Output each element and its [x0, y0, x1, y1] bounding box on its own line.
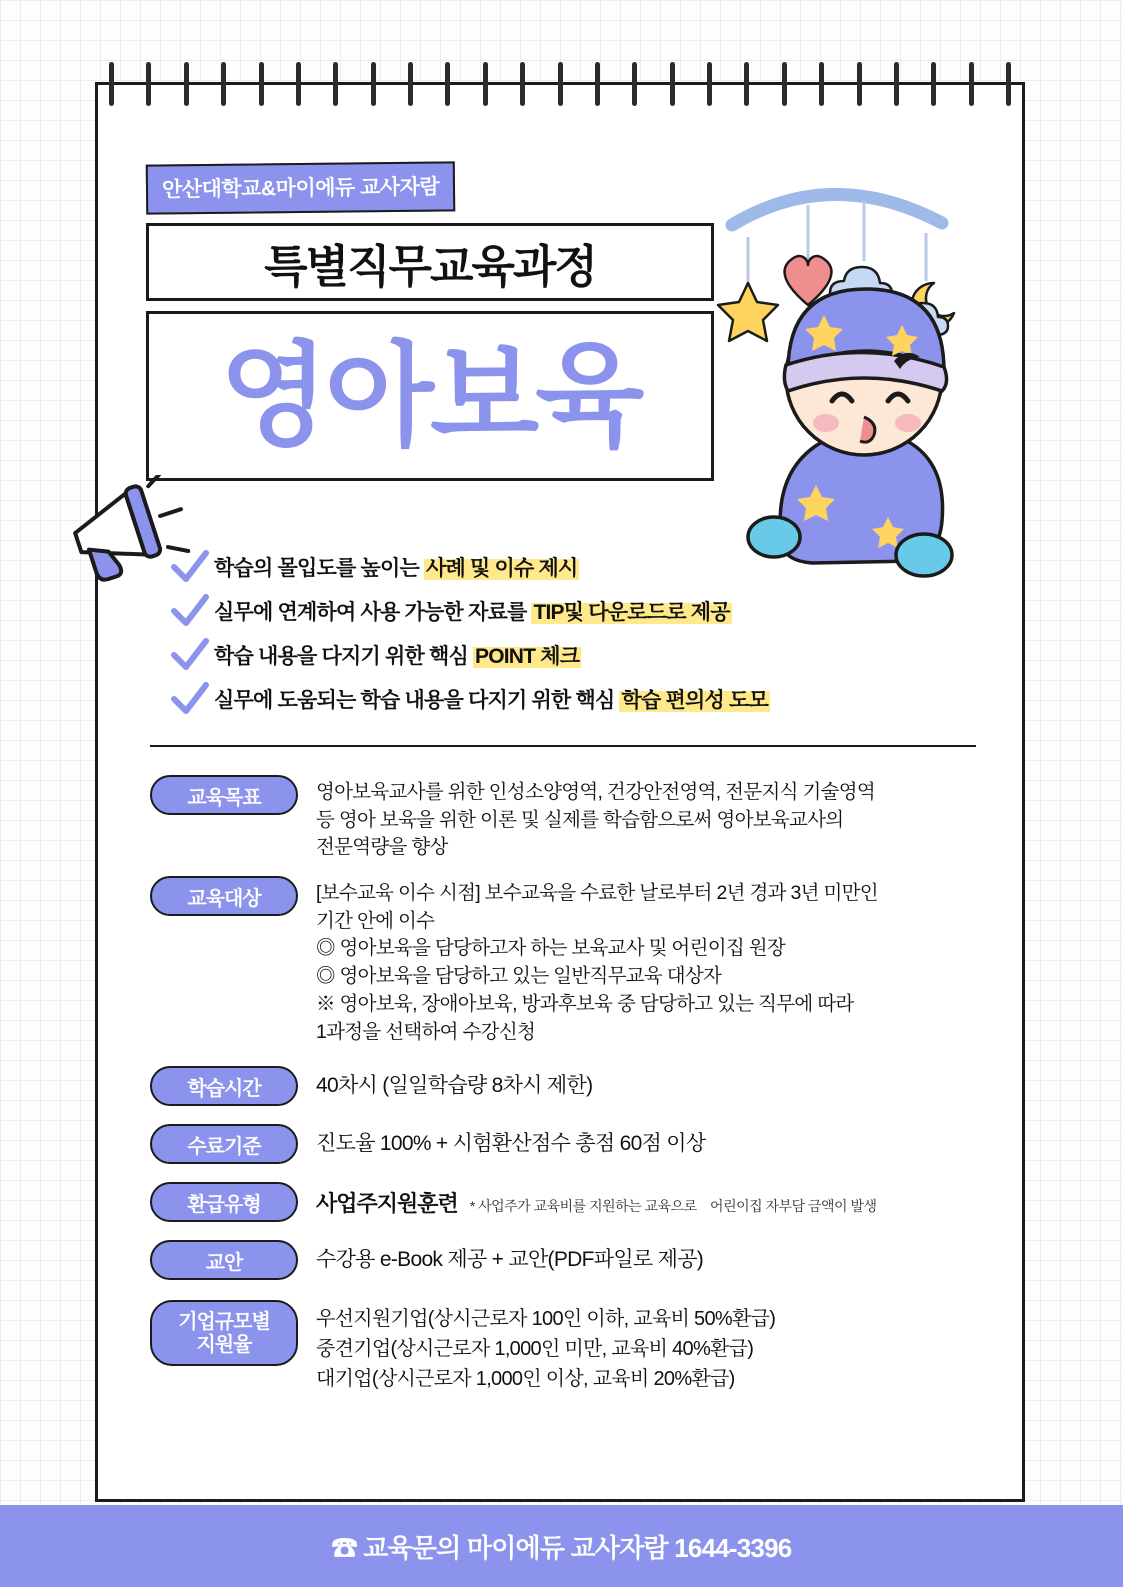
course-name-text: 영아보육 — [219, 332, 641, 459]
table-row — [150, 876, 988, 1046]
table-row — [150, 775, 988, 862]
row-label-subsidy — [150, 1300, 298, 1366]
course-name-title — [146, 311, 714, 481]
course-details-table — [150, 775, 988, 1410]
refund-note: * 사업주가 교육비를 지원하는 교육으로 어린이집 자부담 금액이 발생 — [469, 1197, 877, 1214]
check-icon — [166, 591, 214, 631]
feature-list — [166, 547, 966, 723]
notepad-sheet — [95, 82, 1025, 1502]
table-row — [150, 1182, 988, 1222]
row-label-refund: 환급유형 — [150, 1182, 298, 1222]
list-item — [166, 635, 966, 675]
check-icon — [166, 679, 214, 719]
row-value-goal: 영아보육교사를 위한 인성소양영역, 건강안전영역, 전문지식 기술영역 등 영아 보육을 위한 이론 및 실제를 학습함으로써 영아보육교사의 전문역량을 향상 — [316, 781, 875, 859]
row-value-target: [보수교육 이수 시점] 보수교육을 수료한 날로부터 2년 경과 3년 미만인 기간 안에 이수 ◎ 영아보육을 담당하고자 하는 보육교사 및 어린이집 원장 ◎ 영아보육을 담당하고 있는 일반직무교육 대상자 ※ 영아보육, 장애아보육, 방과후보육 중 담당하고 있는 직무에 따라 1과정을 선택하여 수강신청 — [316, 882, 878, 1043]
row-label-goal: 교육목표 — [150, 775, 298, 815]
row-value-textbook: 수강용 e-Book 제공 + 교안(PDF파일로 제공) — [316, 1248, 704, 1272]
section-divider — [150, 745, 976, 747]
list-item — [166, 679, 966, 719]
row-label-hours: 학습시간 — [150, 1066, 298, 1106]
organization-badge: 안산대학교&마이에듀 교사자람 — [146, 161, 456, 214]
refund-type: 사업주지원훈련 — [316, 1190, 458, 1216]
check-icon — [166, 547, 214, 587]
subsidy-label-line1: 기업규모별 — [178, 1311, 270, 1334]
feature-text: 학습 내용을 다지기 위한 핵심 POINT 체크 — [214, 645, 580, 668]
row-value-completion: 진도율 100% + 시험환산점수 총점 60점 이상 — [316, 1132, 706, 1156]
subsidy-label-line2: 지원율 — [196, 1334, 252, 1357]
table-row — [150, 1240, 988, 1280]
table-row — [150, 1124, 988, 1164]
list-item — [166, 591, 966, 631]
row-value-refund — [316, 1187, 877, 1218]
table-row — [150, 1300, 988, 1394]
footer-contact-bar — [0, 1505, 1123, 1587]
row-label-textbook: 교안 — [150, 1240, 298, 1280]
footer-contact-text: ☎ 교육문의 마이에듀 교사자람 1644-3396 — [331, 1532, 792, 1563]
feature-text: 실무에 연계하여 사용 가능한 자료를 TIP및 다운로드로 제공 — [214, 601, 730, 624]
list-item — [166, 547, 966, 587]
row-value-subsidy: 우선지원기업(상시근로자 100인 이하, 교육비 50%환급) 중견기업(상시근로자 1,000인 미만, 교육비 40%환급) 대기업(상시근로자 1,000인 이상, 교육비 20%환급) — [316, 1308, 776, 1391]
check-icon — [166, 635, 214, 675]
course-type-title — [146, 223, 714, 301]
feature-text: 실무에 도움되는 학습 내용을 다지기 위한 핵심 학습 편의성 도모 — [214, 689, 768, 712]
row-label-target: 교육대상 — [150, 876, 298, 916]
row-label-completion: 수료기준 — [150, 1124, 298, 1164]
spiral-binding — [95, 62, 1025, 106]
feature-text: 학습의 몰입도를 높이는 사례 및 이슈 제시 — [214, 557, 578, 580]
row-value-hours: 40차시 (일일학습량 8차시 제한) — [316, 1074, 593, 1098]
table-row — [150, 1066, 988, 1106]
course-type-text: 특별직무교육과정 — [264, 240, 596, 292]
